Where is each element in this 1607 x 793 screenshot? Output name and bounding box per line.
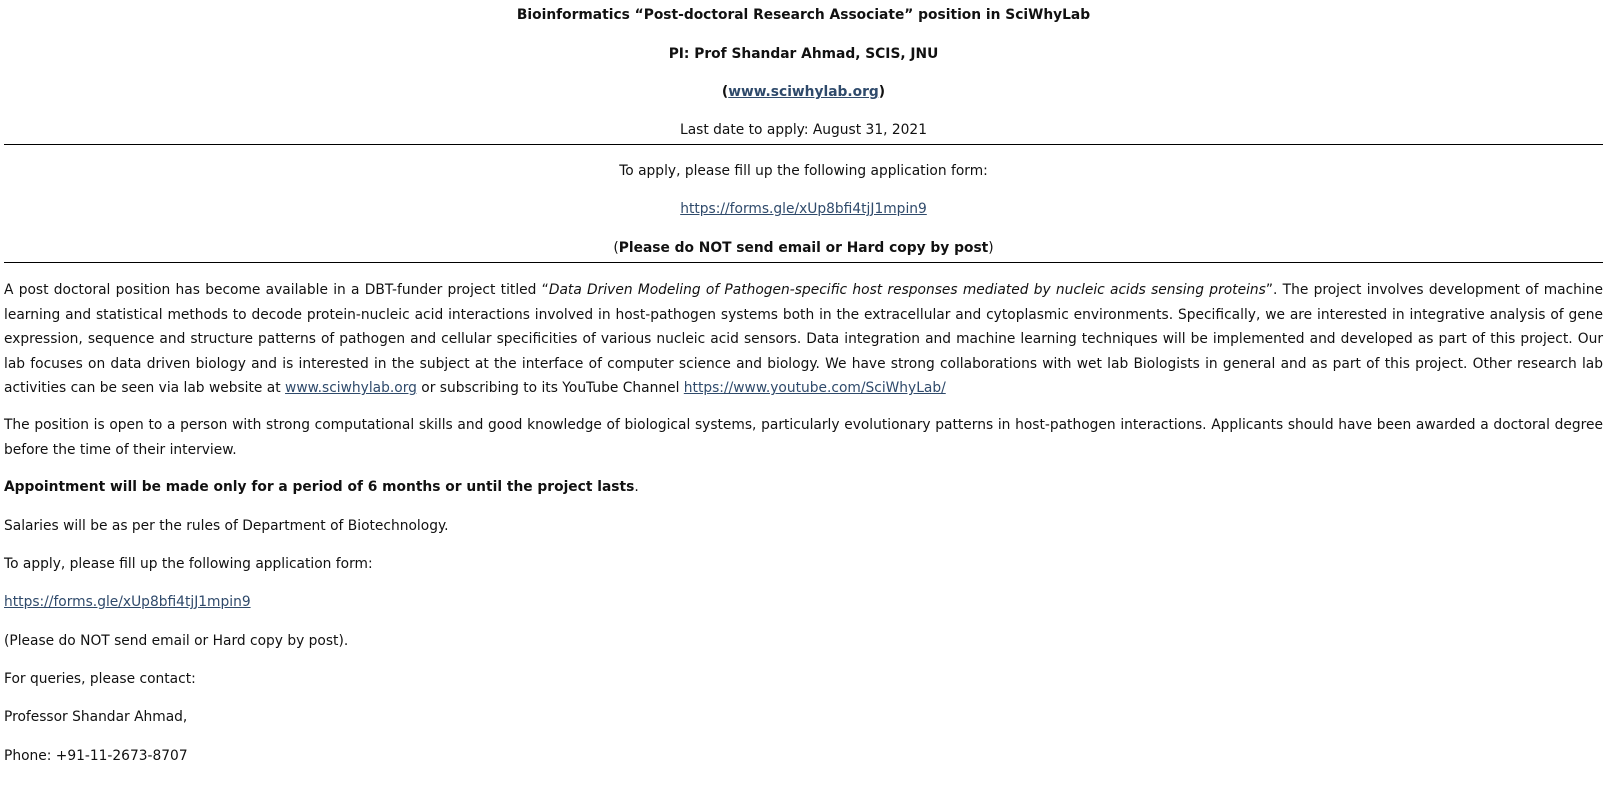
queries-line: For queries, please contact: <box>4 671 196 687</box>
last-date: Last date to apply: August 31, 2021 <box>680 122 927 138</box>
appointment-period: . <box>634 479 639 495</box>
apply-instruction-top: To apply, please fill up the following application form: <box>619 163 988 179</box>
application-form-link-bottom[interactable]: https://forms.gle/xUp8bfi4tjJ1mpin9 <box>4 594 251 610</box>
no-email-notice-top <box>4 238 1603 258</box>
notice-close-paren: ) <box>988 240 994 256</box>
application-form-link-top[interactable]: https://forms.gle/xUp8bfi4tjJ1mpin9 <box>680 201 927 217</box>
project-title: Data Driven Modeling of Pathogen-specific host responses mediated by nucleic acids sensing proteins <box>548 282 1266 298</box>
p1-intro: A post doctoral position has become available in a DBT-funder project titled “ <box>4 282 549 298</box>
eligibility-paragraph: The position is open to a person with strong computational skills and good knowledge of biological systems, particularly evolutionary patterns in host-pathogen interactions. Applicants should have been awarded a doctoral degree before the time of their interview. <box>4 417 1603 458</box>
p1-youtube-intro: or subscribing to its YouTube Channel <box>416 380 684 396</box>
apply-instruction-bottom: To apply, please fill up the following application form: <box>4 556 373 572</box>
form-link-top-line <box>4 199 1603 219</box>
top-divider <box>4 144 1603 145</box>
pi-line: PI: Prof Shandar Ahmad, SCIS, JNU <box>668 46 939 62</box>
bottom-divider <box>4 262 1603 263</box>
p1-main: ”. The project involves development of machine learning and statistical methods to decode protein-nucleic acid interactions involved in host-pathogen systems both in the extracellular and cytoplasmic environments. Specifically, we are interested in integrative analysis of gene expression, sequence and structure patterns of pathogen and cellular specificities of various nucleic acid sensors. Data integration and machine learning techniques will be implemented and developed as part of this project. Our lab focuses on data driven biology and is interested in the subject at the interface of computer science and biology. We have strong collaborations with wet lab Biologists in general and as part of this project. Other research lab activities can be seen via lab website at <box>4 282 1603 396</box>
salaries-line: Salaries will be as per the rules of Department of Biotechnology. <box>4 518 449 534</box>
lab-website-link-body[interactable]: www.sciwhylab.org <box>285 380 417 396</box>
youtube-channel-link[interactable]: https://www.youtube.com/SciWhyLab/ <box>683 380 946 396</box>
page-title: Bioinformatics “Post-doctoral Research Associate” position in SciWhyLab <box>516 7 1091 23</box>
lab-website-link[interactable]: www.sciwhylab.org <box>728 84 879 100</box>
close-paren: ) <box>878 84 886 100</box>
notice-open-paren: ( <box>613 240 619 256</box>
no-email-notice-bottom: (Please do NOT send email or Hard copy by post). <box>4 633 349 649</box>
open-paren: ( <box>721 84 729 100</box>
notice-text: Please do NOT send email or Hard copy by post <box>618 240 989 256</box>
contact-name: Professor Shandar Ahmad, <box>4 709 188 725</box>
appointment-text: Appointment will be made only for a period of 6 months or until the project lasts <box>4 479 635 495</box>
lab-website-line <box>4 82 1603 102</box>
contact-phone: Phone: +91-11-2673-8707 <box>4 748 188 764</box>
form-link-bottom-line <box>4 592 1603 612</box>
description-paragraph <box>4 278 1603 401</box>
appointment-line <box>4 477 1603 497</box>
